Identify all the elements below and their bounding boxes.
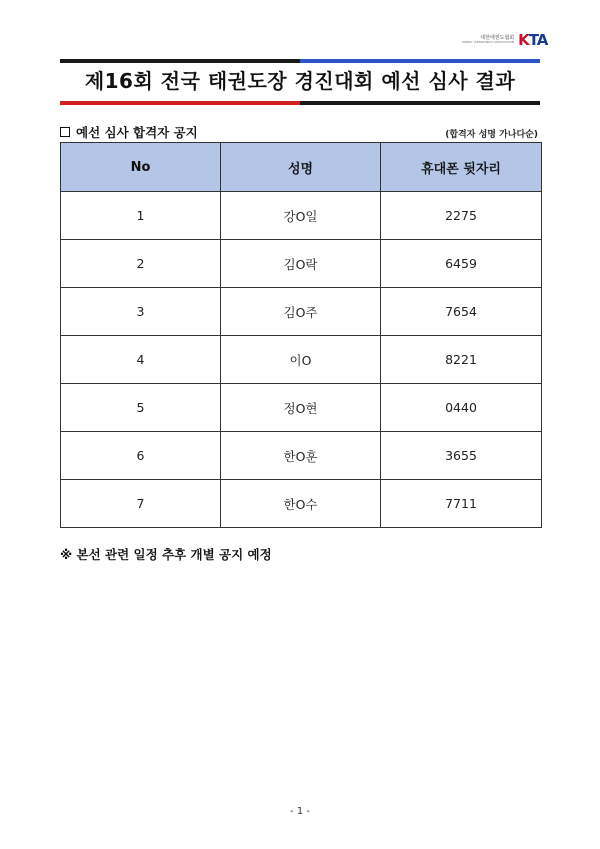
cell-name: 김O락	[221, 240, 381, 288]
cell-no: 3	[61, 288, 221, 336]
page-title: 제16회 전국 태권도장 경진대회 예선 심사 결과	[84, 69, 516, 93]
table-row	[61, 384, 542, 432]
cell-name: 정O현	[221, 384, 381, 432]
sort-note: (합격자 성명 가나다순)	[445, 130, 538, 140]
notice-heading	[60, 123, 198, 141]
footnote: ※ 본선 관련 일정 추후 개별 공지 예정	[60, 547, 272, 562]
table-row	[61, 240, 542, 288]
cell-no: 4	[61, 336, 221, 384]
logo-letter-k: K	[518, 31, 529, 49]
cell-phone: 2275	[381, 192, 542, 240]
kta-logo	[462, 30, 547, 50]
logo-mark	[518, 31, 547, 49]
cell-no: 5	[61, 384, 221, 432]
cell-no: 1	[61, 192, 221, 240]
cell-name: 강O일	[221, 192, 381, 240]
title-top-rule	[60, 59, 540, 63]
results-table	[60, 142, 542, 528]
cell-no: 7	[61, 480, 221, 528]
table-row	[61, 192, 542, 240]
logo-org-text	[462, 36, 514, 45]
header-no: No	[61, 143, 221, 192]
notice-heading-text: 예선 심사 합격자 공지	[76, 125, 198, 140]
checkbox-bullet-icon	[60, 127, 70, 137]
page-number: - 1 -	[290, 806, 310, 817]
logo-org-sub: KOREA TAEKWONDO ASSOCIATION	[462, 40, 515, 45]
logo-letters-ta: TA	[528, 31, 548, 49]
cell-name: 한O훈	[221, 432, 381, 480]
logo-org-name: 대한태권도협회	[480, 34, 515, 41]
table-row	[61, 480, 542, 528]
cell-phone: 7654	[381, 288, 542, 336]
header-name: 성명	[221, 143, 381, 192]
table-row	[61, 336, 542, 384]
cell-name: 한O수	[221, 480, 381, 528]
table-header-row	[61, 143, 542, 192]
cell-no: 6	[61, 432, 221, 480]
cell-phone: 8221	[381, 336, 542, 384]
header-phone: 휴대폰 뒷자리	[381, 143, 542, 192]
table-row	[61, 432, 542, 480]
cell-name: 김O주	[221, 288, 381, 336]
cell-phone: 7711	[381, 480, 542, 528]
cell-no: 2	[61, 240, 221, 288]
cell-phone: 0440	[381, 384, 542, 432]
table-row	[61, 288, 542, 336]
title-bottom-rule	[60, 101, 540, 105]
cell-name: 이O	[221, 336, 381, 384]
cell-phone: 3655	[381, 432, 542, 480]
cell-phone: 6459	[381, 240, 542, 288]
